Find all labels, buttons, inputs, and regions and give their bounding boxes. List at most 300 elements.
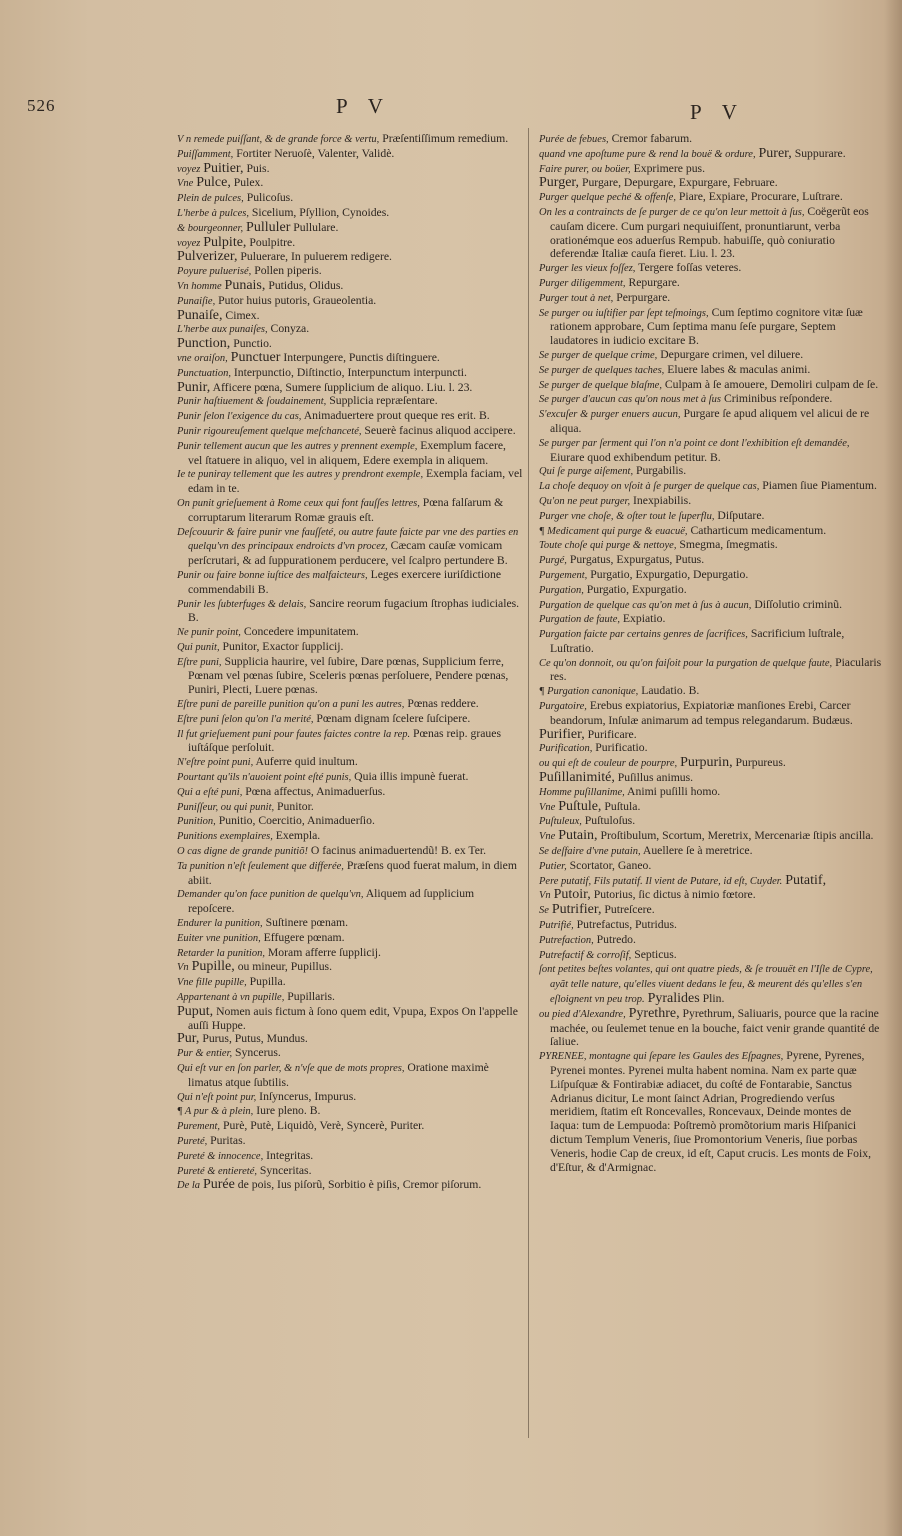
latin-equivalent: Sicelium, Pſyllion, Cynoides.: [251, 205, 390, 219]
french-phrase: Vne fille pupille,: [177, 977, 247, 989]
latin-equivalent: Coëgerũt eos cauſam dicere. Cum purgari nequiuiſſent, pronuntiarunt, verba orationémque eos aduerſus Rempub. habuiſſe, quò coniuratio deferendæ Italiæ cauſa fieret. Liu. l. 23.: [550, 204, 869, 261]
latin-equivalent: Puſtula.: [604, 799, 641, 813]
latin-equivalent: Inſyncerus, Impurus.: [259, 1089, 357, 1103]
latin-equivalent: Piamen ſiue Piamentum.: [762, 479, 877, 493]
dictionary-entry: [177, 351, 523, 366]
dictionary-entry: [177, 1164, 523, 1179]
latin-equivalent: Plin.: [702, 992, 725, 1006]
dictionary-entry: [177, 829, 523, 844]
latin-equivalent: Scortator, Ganeo.: [569, 858, 652, 872]
latin-equivalent: Laudatio. B.: [641, 684, 700, 698]
dictionary-entry: [177, 844, 523, 859]
french-phrase: Pureté,: [177, 1135, 208, 1147]
headword: Purger,: [539, 175, 580, 191]
dictionary-entry: [539, 464, 883, 479]
dictionary-entry: [177, 597, 523, 626]
dictionary-entry: [539, 933, 883, 948]
latin-equivalent: Puſtuloſus.: [584, 814, 636, 828]
latin-equivalent: Auferre quid inultum.: [255, 755, 358, 769]
french-phrase: Putrefaction,: [539, 934, 594, 946]
dictionary-entry: [539, 699, 883, 728]
french-phrase: Purger diligemment,: [539, 277, 626, 289]
latin-equivalent: Purgare ſe apud aliquem vel alicui de re aliqua.: [550, 407, 870, 435]
latin-equivalent: Pupillaris.: [287, 990, 335, 1004]
french-phrase: Punir les ſubterfuges & delais,: [177, 598, 307, 610]
dictionary-entry: [177, 337, 523, 351]
headword: Purer,: [758, 145, 792, 161]
headword: Putain,: [558, 828, 598, 844]
french-phrase: Il fut grieſuement puni pour fautes faictes contre la rep.: [177, 728, 411, 740]
headword: Punctuer: [230, 349, 281, 365]
french-phrase: Qui ſe purge aiſement,: [539, 466, 634, 478]
dictionary-entry: [177, 946, 523, 961]
running-header-left: P V: [336, 94, 391, 118]
french-phrase: Euiter vne punition,: [177, 932, 261, 944]
dictionary-entry: [177, 381, 523, 395]
latin-equivalent: Fortiter Neruoſè, Valenter, Validè.: [236, 146, 395, 160]
latin-equivalent: Sancire reorum fugacium ſtrophas iudiciales. B.: [188, 596, 520, 625]
latin-equivalent: Purgatus, Expurgatus, Putus.: [569, 553, 705, 567]
dictionary-entry: [539, 728, 883, 742]
dictionary-entry: [539, 553, 883, 568]
latin-equivalent: Animaduertere prout queque res erit. B.: [303, 409, 490, 423]
french-phrase: vne oraiſon,: [177, 352, 228, 364]
french-phrase: Qu'on ne peut purger,: [539, 495, 631, 507]
french-phrase: Purger tout à net,: [539, 292, 614, 304]
dictionary-entry: [177, 132, 523, 147]
latin-equivalent: Auellere ſe à meretrice.: [642, 844, 753, 858]
french-phrase: Homme puſillanime,: [539, 786, 625, 798]
french-phrase: ¶ A pur & à plein,: [177, 1106, 254, 1118]
french-phrase: Qui eſt vur en ſon parler, & n'vſe que de mots propres,: [177, 1063, 405, 1074]
dictionary-entry: [539, 479, 883, 494]
page-edge-shadow: [884, 0, 902, 1536]
latin-equivalent: Animi puſilli homo.: [627, 784, 721, 798]
french-phrase: ou qui eſt de couleur de pourpre,: [539, 758, 678, 770]
french-phrase: Endurer la punition,: [177, 918, 263, 930]
dictionary-entry: [539, 509, 883, 524]
latin-equivalent: Punitio, Coercitio, Animaduerſio.: [218, 814, 375, 828]
french-phrase: voyez: [177, 163, 201, 175]
dictionary-entry: [177, 309, 523, 323]
french-phrase: ¶ Medicament qui purge & euacuë,: [539, 525, 688, 537]
dictionary-entry: [539, 771, 883, 785]
headword: Punction,: [177, 336, 231, 352]
dictionary-entry: [177, 960, 523, 975]
latin-equivalent: Piare, Expiare, Procurare, Luſtrare.: [678, 190, 843, 204]
latin-equivalent: Pœnam dignam ſcelere ſuſcipere.: [316, 711, 471, 725]
dictionary-entry: [177, 467, 523, 496]
french-phrase: Qui punit,: [177, 641, 220, 653]
dictionary-entry: [177, 625, 523, 640]
latin-equivalent: Puluerare, In puluerem redigere.: [240, 250, 392, 264]
dictionary-entry: [177, 1134, 523, 1149]
dictionary-entry: [177, 394, 523, 409]
french-phrase: Qui n'eſt point pur,: [177, 1091, 257, 1103]
dictionary-entry: [177, 1046, 523, 1061]
french-phrase: Vne: [177, 178, 194, 190]
dictionary-entry: [177, 366, 523, 381]
french-phrase: Ne punir point,: [177, 627, 241, 639]
french-phrase: Purgation de faute,: [539, 614, 620, 626]
latin-equivalent: Poulpitre.: [249, 235, 296, 249]
french-phrase: Punir ou faire bonne iuſtice des malfaicteurs,: [177, 569, 368, 581]
french-phrase: Punctuation,: [177, 367, 231, 379]
french-phrase: Putrifié,: [539, 920, 574, 932]
dictionary-entry: [539, 176, 883, 190]
dictionary-entry: [539, 363, 883, 378]
dictionary-entry: [539, 627, 883, 656]
french-phrase: Purgatoire,: [539, 701, 587, 713]
headword: Pulluler: [246, 219, 291, 235]
dictionary-entry: [539, 1049, 883, 1174]
dictionary-entry: [539, 1007, 883, 1049]
latin-equivalent: Supplicia haurire, vel ſubire, Dare pœnas, Supplicium ferre, Pœnam vel pœnas ſubire, Sceleris pœnas perſoluere, Pendere pœnas, Puniri, Plecti, Luere pœnas.: [188, 654, 509, 697]
headword: Puſtule,: [558, 798, 602, 814]
dictionary-entry: [177, 236, 523, 251]
dictionary-entry: [539, 741, 883, 756]
latin-equivalent: Synceritas.: [259, 1163, 312, 1177]
dictionary-entry: [177, 279, 523, 294]
dictionary-entry: [177, 990, 523, 1005]
dictionary-entry: [177, 712, 523, 727]
french-phrase: ou pied d'Alexandre,: [539, 1008, 626, 1020]
column-divider: [528, 128, 529, 1438]
dictionary-entry: [539, 918, 883, 933]
french-phrase: Purgation faicte par certains genres de ſacrifices,: [539, 629, 748, 641]
latin-equivalent: Moram afferre ſupplicij.: [267, 945, 381, 959]
latin-equivalent: de pois, Ius piſorũ, Sorbitio è piſis, Cremor piſorum.: [237, 1178, 482, 1192]
dictionary-entry: [177, 1178, 523, 1193]
running-header-right: P V: [690, 100, 745, 124]
french-phrase: On les a contraincts de ſe purger de ce qu'on leur mettoit à ſus,: [539, 206, 805, 218]
dictionary-entry: [177, 1005, 523, 1033]
french-phrase: Punition,: [177, 816, 216, 828]
french-phrase: Retarder la punition,: [177, 947, 265, 959]
latin-equivalent: Purgatio, Expurgatio.: [586, 582, 687, 596]
french-phrase: Se purger ou iuſtifier par ſept teſmoings,: [539, 307, 709, 319]
latin-equivalent: Sacrificium luſtrale, Luſtratio.: [550, 627, 845, 655]
latin-equivalent: Cum ſeptimo cognitore vitæ ſuæ rationem approbare, Cum ſeptima manu ſeſe purgare, Septem laudatores in iudicio excitare B.: [550, 305, 863, 348]
latin-equivalent: Pullulare.: [293, 220, 339, 234]
latin-equivalent: Inexpiabilis.: [633, 493, 692, 507]
french-phrase: Vn homme: [177, 280, 222, 292]
french-phrase: Puſtuleux,: [539, 816, 582, 828]
latin-equivalent: Purgabilis.: [636, 464, 687, 478]
dictionary-entry: [539, 756, 883, 771]
latin-equivalent: Repurgare.: [628, 275, 680, 289]
latin-equivalent: Pupilla.: [249, 975, 286, 989]
dictionary-entry: [539, 583, 883, 598]
dictionary-entry: [177, 727, 523, 756]
dictionary-entry: [539, 612, 883, 627]
french-phrase: Vne: [539, 831, 556, 843]
dictionary-entry: [539, 785, 883, 800]
french-phrase: Punir rigoureuſement quelque meſchanceté,: [177, 425, 362, 437]
french-phrase: Appartenant à vn pupille,: [177, 992, 285, 1004]
dictionary-entry: [177, 176, 523, 191]
french-phrase: Se purger par ſerment qui l'on n'a point ce dont l'exhibition eſt demandée,: [539, 437, 850, 449]
dictionary-entry: [539, 538, 883, 553]
french-phrase: Pere putatif, Fils putatif. Il vient de Putare, id eſt, Cuyder.: [539, 875, 783, 887]
french-phrase: Eſtre puni de pareille punition qu'on a puni les autres,: [177, 699, 405, 711]
french-phrase: Putrefactif & corroſif,: [539, 949, 632, 961]
dictionary-entry: [539, 598, 883, 613]
french-phrase: Pourtant qu'ils n'auoient point eſté punis,: [177, 772, 352, 784]
dictionary-entry: [177, 322, 523, 337]
latin-equivalent: Concedere impunitatem.: [243, 625, 359, 639]
french-phrase: Purgé,: [539, 555, 567, 567]
dictionary-entry: [539, 436, 883, 465]
french-phrase: Se purger de quelque blaſme,: [539, 379, 662, 391]
french-phrase: Vn: [177, 962, 189, 974]
dictionary-entry: [177, 221, 523, 236]
latin-equivalent: Diſſolutio criminũ.: [754, 597, 842, 611]
latin-equivalent: Purificare.: [587, 727, 637, 741]
french-phrase: Se: [539, 905, 549, 917]
dictionary-entry: [177, 755, 523, 770]
french-phrase: Purée de febues,: [539, 134, 609, 145]
dictionary-entry: [177, 785, 523, 800]
french-phrase: Punir haſtiuement & ſoudainement,: [177, 396, 327, 408]
dictionary-entry: [177, 496, 523, 525]
headword: Purée: [202, 1177, 235, 1193]
latin-equivalent: Piacularis res.: [550, 655, 882, 684]
headword: Puitier,: [203, 160, 244, 176]
dictionary-entry: [539, 814, 883, 829]
page-number: 526: [27, 96, 56, 115]
french-phrase: Se deſfaire d'vne putain,: [539, 846, 641, 858]
dictionary-entry: [539, 190, 883, 205]
latin-equivalent: Exprimere pus.: [633, 161, 706, 175]
french-phrase: S'excuſer & purger enuers aucun,: [539, 409, 681, 421]
dictionary-entry: [539, 348, 883, 363]
headword: Pulce,: [196, 175, 231, 191]
dictionary-entry: [539, 568, 883, 583]
french-phrase: Pureté & entiereté,: [177, 1165, 257, 1177]
latin-equivalent: Integritas.: [266, 1148, 314, 1162]
dictionary-entry: [177, 525, 523, 568]
french-phrase: ¶ Purgation canonique,: [539, 686, 639, 698]
headword: Pyrethre,: [628, 1005, 680, 1021]
dictionary-entry: [177, 1119, 523, 1134]
dictionary-entry: [539, 524, 883, 539]
latin-equivalent: Eluere labes & maculas animi.: [667, 362, 811, 376]
latin-equivalent: Pyrene, Pyrenes, Pyrenei montes. Pyrenei multa habent nomina. Nam ex parte quæ Liſpuſquæ & Fontirabiæ adiacet, du coſté de Fontarabie, Sanctus Adrianus dicitur, Le mont ſainct Adrian, Progrediendo verſus meridiem, ſtatim eſt Roncevalles, Roncevaux, Deinde montes de Iaqua: tum de Lempuoda: Poſtremò promõtorium maris Hiſpanici dictum Templum Veneris, ſiue Promontorium Veneris, ſiue porbas Veneris, hodie Cap de creux, id eſt, Caput crucis. Les monts de Foix, d'Eſtur, & d'Armignac.: [550, 1049, 872, 1174]
latin-equivalent: Cremor fabarum.: [611, 132, 693, 145]
dictionary-entry: [177, 931, 523, 946]
latin-equivalent: Leges exercere iuriſdictione commendabili B.: [188, 567, 502, 596]
headword: Purifier,: [539, 726, 585, 742]
latin-equivalent: Putor huius putoris, Graueolentia.: [218, 293, 377, 307]
dictionary-entry: [177, 859, 523, 888]
dictionary-entry: [539, 874, 883, 889]
dictionary-entry: [177, 294, 523, 309]
french-phrase: Ce qu'on donnoit, ou qu'on faiſoit pour la purgation de quelque faute,: [539, 657, 833, 669]
latin-equivalent: Putredo.: [596, 932, 636, 946]
latin-equivalent: Interpungere, Punctis diſtinguere.: [283, 350, 440, 364]
latin-equivalent: Purgatio, Expurgatio, Depurgatio.: [590, 567, 749, 581]
latin-equivalent: Depurgare crimen, vel diluere.: [660, 347, 804, 361]
latin-equivalent: Exemplum facere, vel ſtatuere in aliquo, vel in aliquem, Edere exempla in aliquem.: [188, 438, 506, 467]
french-phrase: De la: [177, 1180, 201, 1192]
french-phrase: Puniſſeur, ou qui punit,: [177, 801, 275, 813]
headword: Purpurin,: [680, 755, 733, 771]
dictionary-entry: [177, 916, 523, 931]
french-phrase: Putier,: [539, 860, 567, 872]
latin-equivalent: Pœna affectus, Animaduerſus.: [245, 784, 386, 798]
latin-equivalent: Puſillus animus.: [617, 771, 694, 785]
latin-equivalent: Pulicoſus.: [246, 191, 294, 205]
latin-equivalent: Putidus, Olidus.: [268, 278, 344, 292]
french-phrase: & bourgeonner,: [177, 222, 244, 234]
french-phrase: Eſtre puni ſelon qu'on l'a merité,: [177, 713, 314, 725]
dictionary-entry: [539, 407, 883, 436]
latin-equivalent: Supplicia repræſentare.: [329, 394, 438, 408]
dictionary-entry: [177, 206, 523, 221]
latin-equivalent: Pulex.: [233, 176, 264, 190]
dictionary-entry: [177, 409, 523, 424]
dictionary-entry: [177, 424, 523, 439]
french-phrase: voyez: [177, 237, 201, 249]
dictionary-entry: [539, 948, 883, 963]
latin-equivalent: Criminibus reſpondere.: [723, 392, 833, 406]
headword: Punais,: [224, 277, 266, 293]
latin-equivalent: Conyza.: [270, 322, 310, 336]
french-phrase: ſont petites beſtes volantes, qui ont quatre pieds, & ſe trouuët en l'Iſle de Cypre, ayãt telle nature, qu'elles viuent dedans le feu, & meurent dés qu'elles s'en eſloignent vn peu trop.: [539, 964, 873, 1006]
latin-equivalent: Quia illis impunè fuerat.: [354, 770, 469, 784]
headword: Punir,: [177, 379, 211, 395]
dictionary-entry: [177, 439, 523, 468]
latin-equivalent: Culpam à ſe amouere, Demoliri culpam de ſe.: [664, 377, 879, 391]
dictionary-entry: [539, 147, 883, 162]
french-phrase: Punir ſelon l'exigence du cas,: [177, 411, 302, 423]
headword: Putrifier,: [551, 902, 602, 918]
latin-equivalent: Interpunctio, Diſtinctio, Interpunctum interpuncti.: [233, 365, 467, 379]
french-phrase: Poyure puluerisé,: [177, 266, 252, 278]
headword: Puput,: [177, 1003, 214, 1019]
latin-equivalent: Pyrethrum, Saliuaris, pource que la racine machée, ou ſeulemet tenue en la bouche, faict venir grande quantité de ſaliue.: [550, 1006, 880, 1049]
french-phrase: Se purger de quelque crime,: [539, 349, 658, 361]
french-phrase: Purger les vieux foſſez,: [539, 263, 636, 275]
dictionary-entry: [177, 770, 523, 785]
headword: Puſillanimité,: [539, 770, 615, 786]
dictionary-entry: [539, 392, 883, 407]
dictionary-entry: [177, 655, 523, 697]
french-phrase: Plein de pulces,: [177, 193, 244, 205]
french-phrase: O cas digne de grande punitiõ!: [177, 846, 308, 858]
latin-equivalent: Eiurare quod exhibendum petitur. B.: [550, 450, 721, 464]
headword: Pulverizer,: [177, 249, 238, 265]
latin-equivalent: Seuerè facinus aliquod accipere.: [364, 423, 516, 437]
dictionary-entry: [539, 859, 883, 874]
latin-equivalent: Præſentiſſimum remedium.: [382, 132, 509, 145]
dictionary-entry: [177, 800, 523, 815]
latin-equivalent: Exempla.: [275, 829, 321, 843]
french-phrase: Faire purer, ou boüer,: [539, 163, 631, 175]
latin-equivalent: Puritas.: [210, 1133, 246, 1147]
french-phrase: Purgement,: [539, 569, 588, 581]
latin-equivalent: Suſtinere pœnam.: [265, 916, 349, 930]
latin-equivalent: Pœna falſarum & corruptarum literarum Romæ grauis eſt.: [188, 495, 504, 524]
french-phrase: Purgation de quelque cas qu'on met à ſus à aucun,: [539, 599, 752, 611]
dictionary-entry: [539, 888, 883, 903]
french-phrase: Purger vne choſe, & oſter tout le ſuperflu,: [539, 510, 715, 522]
latin-equivalent: Punitor, Exactor ſupplicij.: [222, 639, 344, 653]
dictionary-entry: [177, 1149, 523, 1164]
dictionary-entry: [177, 975, 523, 990]
dictionary-entry: [539, 903, 883, 918]
headword: Pupille,: [191, 959, 235, 975]
french-phrase: Punitions exemplaires,: [177, 831, 273, 843]
french-phrase: Ta punition n'eſt ſeulement que differée,: [177, 860, 344, 872]
dictionary-entry: [539, 844, 883, 859]
dictionary-entry: [177, 640, 523, 655]
french-phrase: Toute choſe qui purge & nettoye,: [539, 540, 677, 552]
french-phrase: Vn: [539, 890, 551, 902]
french-phrase: Pureté & innocence,: [177, 1150, 264, 1162]
french-phrase: Punaiſie,: [177, 295, 216, 307]
dictionary-entry: [177, 264, 523, 279]
latin-equivalent: Præſens quod fuerat malum, in diem abiit.: [188, 858, 517, 887]
french-phrase: Punir tellement aucun que les autres y prennent exemple,: [177, 440, 418, 452]
french-phrase: Eſtre puni,: [177, 656, 222, 668]
dictionary-entry: [177, 697, 523, 712]
latin-equivalent: Afficere pœna, Sumere ſupplicium de aliquo. Liu. l. 23.: [212, 380, 473, 394]
latin-equivalent: Syncerus.: [235, 1046, 281, 1060]
french-phrase: Demander qu'on face punition de quelqu'vn,: [177, 889, 364, 901]
french-phrase: L'herbe aux punaiſes,: [177, 324, 268, 336]
latin-equivalent: O facinus animaduertendũ! B. ex Ter.: [310, 844, 487, 858]
dictionary-entry: [539, 162, 883, 177]
latin-equivalent: Septicus.: [634, 947, 677, 961]
latin-equivalent: Putrefactus, Putridus.: [576, 918, 677, 932]
latin-equivalent: Oratione maximè limatus atque ſubtilis.: [188, 1061, 489, 1089]
headword: Pur,: [177, 1031, 200, 1047]
latin-equivalent: Proſtibulum, Scortum, Meretrix, Mercenariæ ſtipis ancilla.: [600, 829, 874, 843]
dictionary-entry: [177, 147, 523, 162]
left-column: [177, 132, 523, 1193]
latin-equivalent: Puis.: [246, 161, 270, 175]
french-phrase: Qui a eſté puni,: [177, 786, 243, 798]
dictionary-entry: [539, 205, 883, 261]
headword: Putatif,: [785, 872, 827, 888]
french-phrase: Pur & entier,: [177, 1048, 233, 1060]
french-phrase: N'eſtre point puni,: [177, 757, 254, 769]
headword: Pyralides: [647, 991, 700, 1007]
dictionary-entry: [539, 132, 883, 147]
latin-equivalent: Tergere foſſas veteres.: [638, 261, 742, 275]
dictionary-entry: [539, 800, 883, 815]
latin-equivalent: Pœnas reddere.: [407, 697, 479, 711]
headword: Putoir,: [553, 887, 591, 903]
latin-equivalent: Iure pleno. B.: [256, 1104, 321, 1118]
latin-equivalent: Aliquem ad ſupplicium repoſcere.: [188, 887, 475, 916]
dictionary-entry: [177, 1032, 523, 1046]
dictionary-entry: [177, 162, 523, 177]
latin-equivalent: Nomen auis fictum à ſono quem edit, Vpupa, Expos On l'appelle auſſi Huppe.: [188, 1004, 518, 1032]
french-phrase: Purgation,: [539, 584, 584, 596]
dictionary-entry: [177, 191, 523, 206]
dictionary-entry: [177, 568, 523, 597]
latin-equivalent: Catharticum medicamentum.: [690, 523, 827, 537]
french-phrase: V n remede puiſſant, & de grande force & vertu,: [177, 134, 380, 145]
latin-equivalent: Smegma, ſmegmatis.: [679, 538, 778, 552]
dictionary-entry: [177, 1104, 523, 1119]
dictionary-entry: [539, 656, 883, 685]
french-phrase: Purement,: [177, 1121, 221, 1133]
dictionary-entry: [177, 1090, 523, 1105]
